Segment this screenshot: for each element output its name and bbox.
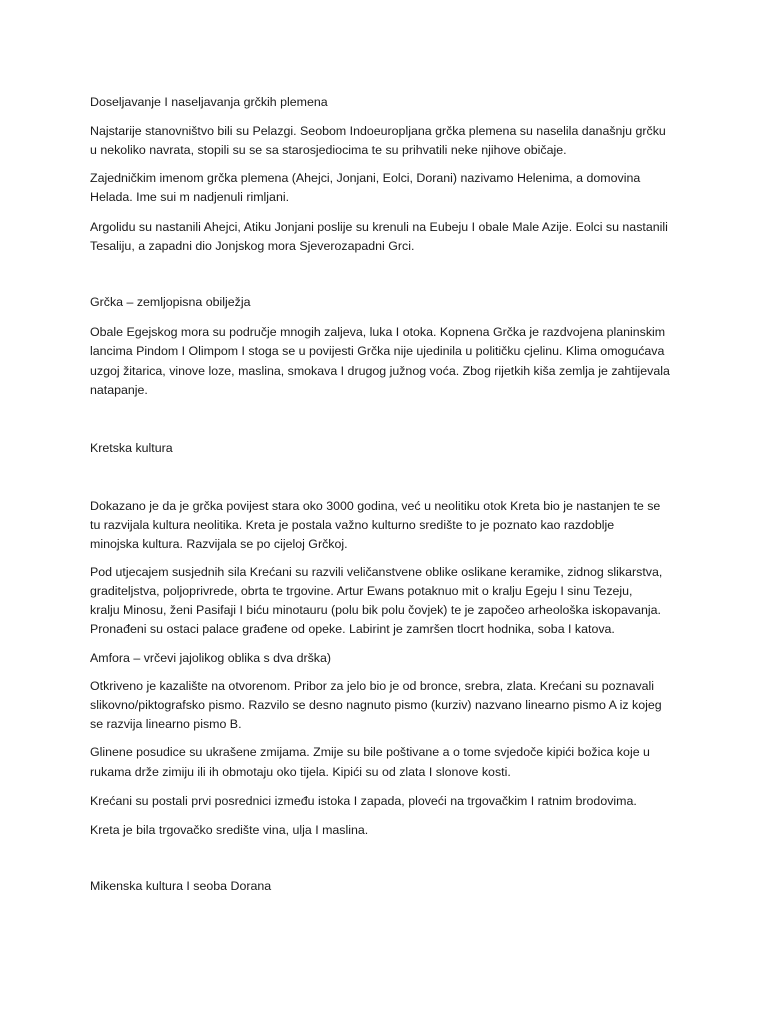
paragraph-line: Tesaliju, a zapadni dio Jonjskog mora Sjeverozapadni Grci.: [90, 239, 415, 253]
paragraph-line: Obale Egejskog mora su područje mnogih zaljeva, luka I otoka. Kopnena Grčka je razdvojena planinskim: [90, 325, 666, 339]
paragraph-line: se razvija linearno pismo B.: [90, 717, 242, 731]
paragraph-line: kralju Minosu, ženi Pasifaji I biću minotauru (polu bik polu čovjek) te je započeo arheološka iskopavanja.: [90, 603, 661, 617]
section-heading: Grčka – zemljopisna obilježja: [90, 295, 251, 309]
paragraph-line: Pronađeni su ostaci palace građene od opeke. Labirint je zamršen tlocrt hodnika, soba I katova.: [90, 622, 615, 636]
paragraph-line: slikovno/piktografsko pismo. Razvilo se desno nagnuto pismo (kurziv) nazvano linearno pismo A iz kojeg: [90, 698, 662, 712]
paragraph-line: Helada. Ime sui m nadjenuli rimljani.: [90, 190, 290, 204]
paragraph-line: rukama drže zimiju ili ih obmotaju oko tijela. Kipići su od zlata I slonove kosti.: [90, 765, 511, 779]
paragraph-line: tu razvijala kultura neolitika. Kreta je postala važno kulturno središte to je poznato kao razdoblje: [90, 518, 615, 532]
paragraph-line: minojska kultura. Razvijala se po cijeloj Grčkoj.: [90, 537, 348, 551]
paragraph-line: Pod utjecajem susjednih sila Krećani su razvili veličanstvene oblike oslikane keramike, zidnog slikarstva,: [90, 565, 663, 579]
paragraph-line: Glinene posudice su ukrašene zmijama. Zmije su bile poštivane a o tome svjedoče kipići božica koje u: [90, 745, 650, 759]
paragraph-line: Dokazano je da je grčka povijest stara oko 3000 godina, već u neolitiku otok Kreta bio je nastanjen te se: [90, 499, 661, 513]
section-heading: Kretska kultura: [90, 441, 173, 455]
paragraph-line: uzgoj žitarica, vinove loze, maslina, smokava I drugog južnog voća. Zbog rijetkih kiša zemlja je zahtijevala: [90, 364, 670, 378]
paragraph-line: natapanje.: [90, 383, 148, 397]
paragraph-line: Najstarije stanovništvo bili su Pelazgi. Seobom Indoeuropljana grčka plemena su naselila današnju grčku: [90, 124, 666, 138]
paragraph-line: Amfora – vrčevi jajolikog oblika s dva drška): [90, 651, 332, 665]
paragraph-line: Kreta je bila trgovačko središte vina, ulja I maslina.: [90, 823, 369, 837]
paragraph-line: u nekoliko navrata, stopili su se sa starosjediocima te su prihvatili neke njihove običaje.: [90, 143, 567, 157]
paragraph-line: lancima Pindom I Olimpom I stoga se u povijesti Grčka nije ujedinila u političku cjelinu. Klima omogućava: [90, 344, 665, 358]
paragraph-line: Krećani su postali prvi posrednici između istoka I zapada, ploveći na trgovačkim I ratnim brodovima.: [90, 794, 637, 808]
section-heading: Mikenska kultura I seoba Dorana: [90, 879, 272, 893]
section-heading: Doseljavanje I naseljavanja grčkih plemena: [90, 95, 328, 109]
paragraph-line: graditeljstva, poljoprivrede, obrta te trgovine. Artur Ewans potaknuo mit o kralju Egeju I sinu Tezeju,: [90, 584, 633, 598]
paragraph-line: Zajedničkim imenom grčka plemena (Ahejci, Jonjani, Eolci, Dorani) nazivamo Helenima, a domovina: [90, 171, 641, 185]
paragraph-line: Argolidu su nastanili Ahejci, Atiku Jonjani poslije su krenuli na Eubeju I obale Male Azije. Eolci su nastanili: [90, 220, 668, 234]
paragraph-line: Otkriveno je kazalište na otvorenom. Pribor za jelo bio je od bronce, srebra, zlata. Krećani su poznavali: [90, 679, 655, 693]
